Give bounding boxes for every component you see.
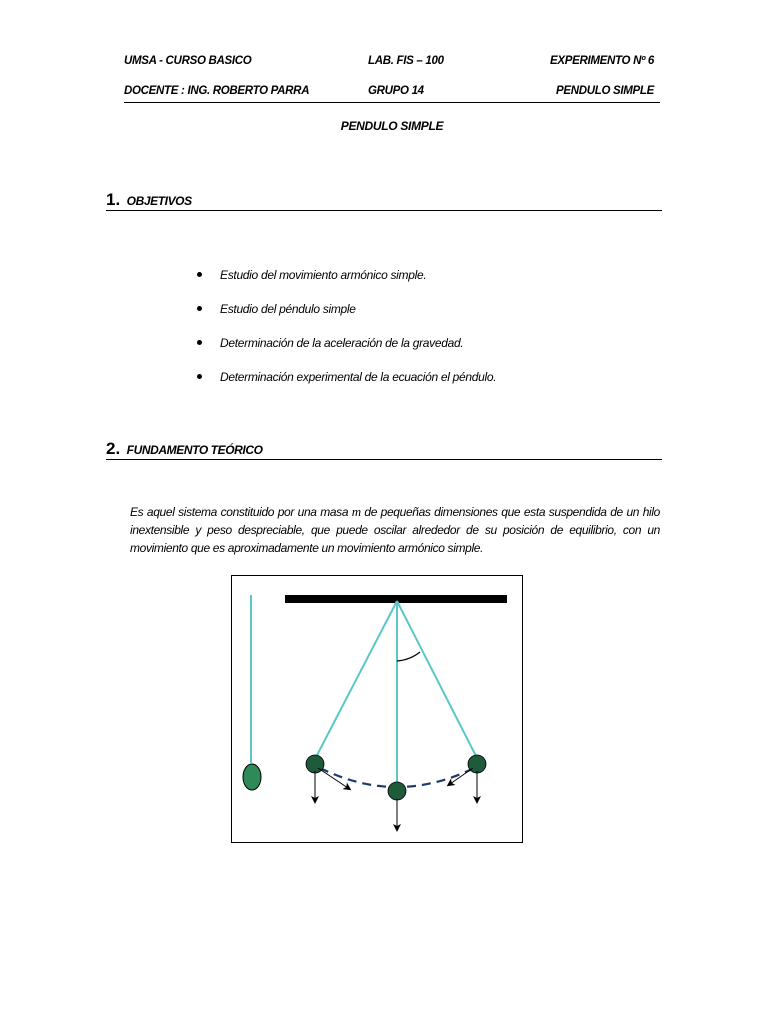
angle-arc — [397, 652, 420, 661]
section-number: 2. — [106, 439, 121, 458]
list-item-text: Determinación de la aceleración de la gravedad. — [220, 336, 464, 350]
list-item — [196, 370, 496, 404]
pendulum-bob-right — [468, 755, 486, 773]
header-institution: UMSA - CURSO BASICO — [124, 55, 252, 67]
header-topic: PENDULO SIMPLE — [555, 85, 654, 97]
bullet-icon — [197, 374, 202, 379]
header-experiment: EXPERIMENTO Nº 6 — [550, 55, 654, 67]
list-item-text: Determinación experimental de la ecuación el péndulo. — [220, 370, 497, 384]
paragraph-text: Es aquel sistema constituido por una masa — [130, 505, 352, 519]
section-heading-objetivos — [106, 190, 662, 211]
header-lab: LAB. FIS – 100 — [368, 55, 444, 67]
mass-symbol: m — [351, 504, 361, 519]
list-item — [196, 336, 496, 370]
list-item — [196, 302, 496, 336]
document-title — [0, 119, 768, 133]
theory-paragraph — [130, 503, 660, 557]
pendulum-bob-center — [388, 782, 406, 800]
list-item-text: Estudio del movimiento armónico simple. — [220, 268, 427, 282]
section-heading-fundamento — [106, 439, 662, 460]
list-item-text: Estudio del péndulo simple — [220, 302, 356, 316]
section-title: FUNDAMENTO TEÓRICO — [126, 443, 263, 457]
bullet-icon — [197, 340, 202, 345]
bullet-icon — [197, 306, 202, 311]
objectives-list — [196, 268, 496, 404]
section-number: 1. — [106, 190, 121, 209]
string-right — [397, 601, 477, 758]
pendulum-figure — [231, 575, 523, 843]
document-title-text: PENDULO SIMPLE — [340, 119, 444, 133]
tangential-arrow-left — [318, 768, 348, 788]
header-row-2 — [124, 85, 660, 103]
list-item — [196, 268, 496, 302]
header-row-1 — [124, 55, 660, 71]
resting-pendulum-bob — [243, 764, 261, 790]
pendulum-diagram — [232, 576, 524, 844]
paragraph-text: de pequeñas dimensiones que esta suspendida de un hilo inextensible y peso despreciable, que puede oscilar alrededor de su posición de equilibrio, con un movimiento que es aproximadamente un movimiento armónico simple. — [130, 505, 660, 555]
bullet-icon — [197, 272, 202, 277]
header-teacher: DOCENTE : ING. ROBERTO PARRA — [124, 85, 310, 97]
string-left — [315, 601, 397, 759]
section-title: OBJETIVOS — [126, 194, 192, 208]
header-group: GRUPO 14 — [368, 85, 424, 97]
